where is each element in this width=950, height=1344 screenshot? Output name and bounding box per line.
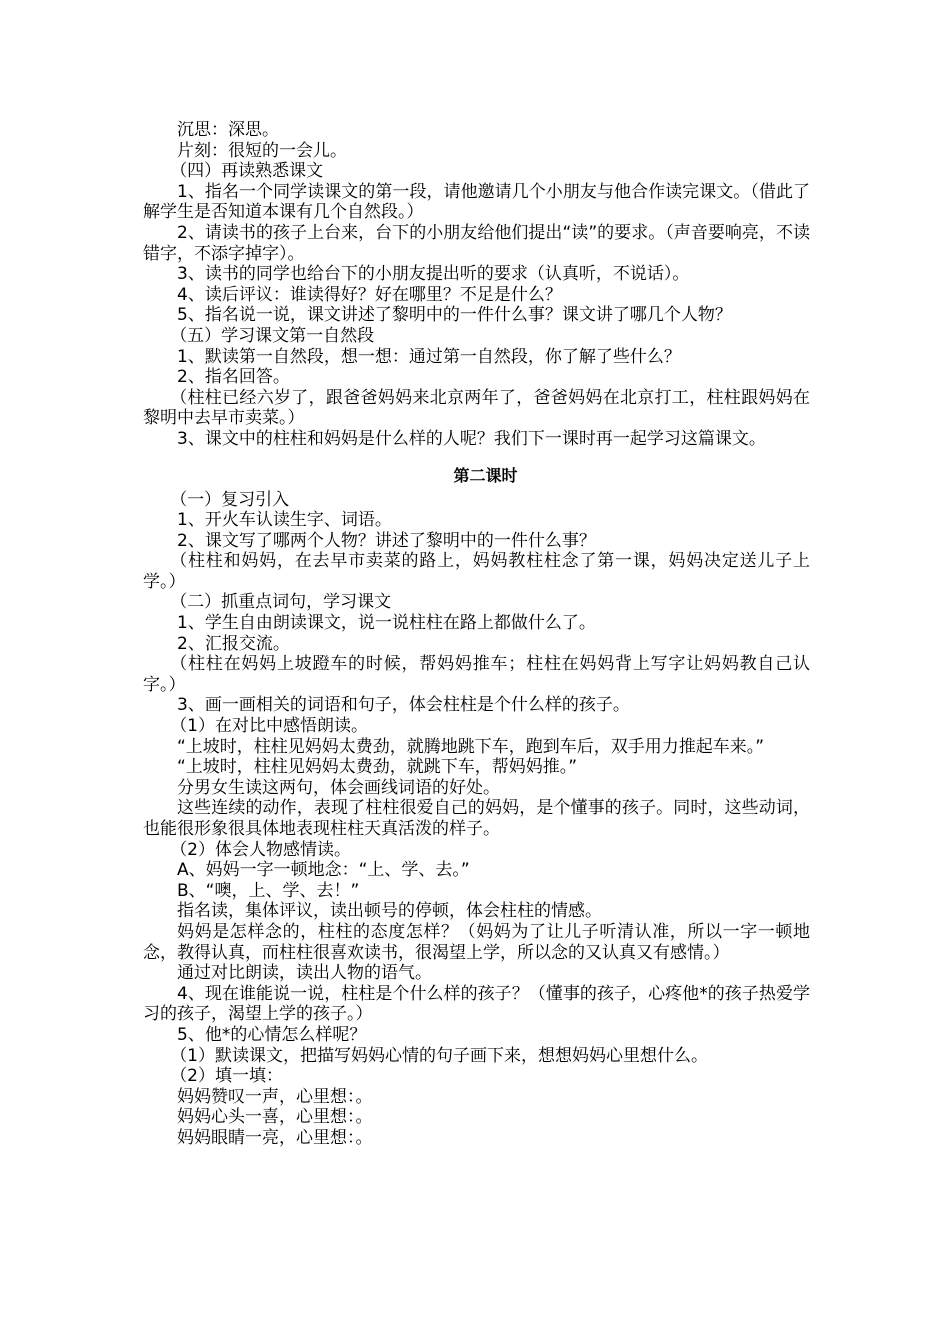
- paragraph: （二）抓重点词句，学习课文: [170, 592, 392, 613]
- paragraph: 片刻：很短的一会儿。: [177, 140, 347, 161]
- paragraph: 4、现在谁能说一说，柱柱是个什么样的孩子？（懂事的孩子，心疼他*的孩子热爱学习的孩子，渴望上学的孩子。）: [143, 983, 810, 1025]
- paragraph: 分男女生读这两句，体会画线词语的好处。: [177, 777, 500, 798]
- paragraph: 指名读，集体评议，读出顿号的停顿，体会柱柱的情感。: [177, 901, 602, 922]
- paragraph: （1）在对比中感悟朗读。: [170, 716, 369, 737]
- paragraph: “上坡时，柱柱见妈妈太费劲，就腾地跳下车，跑到车后，双手用力推起车来。”: [177, 736, 765, 757]
- second-lesson-section: [143, 490, 810, 1149]
- first-lesson-section: [143, 120, 810, 450]
- paragraph: 3、课文中的柱柱和妈妈是什么样的人呢？我们下一课时再一起学习这篇课文。: [177, 428, 766, 449]
- paragraph: B、“噢，上、学、去！”: [177, 880, 360, 901]
- paragraph: 妈妈赞叹一声，心里想：。: [177, 1086, 373, 1107]
- paragraph: （五）学习课文第一自然段: [170, 325, 375, 346]
- paragraph: 沉思：深思。: [177, 120, 279, 140]
- paragraph: 1、默读第一自然段，想一想：通过第一自然段，你了解了些什么？: [177, 346, 681, 367]
- paragraph: （2）体会人物感情读。: [170, 839, 352, 860]
- paragraph: 1、指名一个同学读课文的第一段，请他邀请几个小朋友与他合作读完课文。（借此了解学生是否知道本课有几个自然段。）: [143, 181, 810, 223]
- paragraph: （柱柱已经六岁了，跟爸爸妈妈来北京两年了，爸爸妈妈在北京打工，柱柱跟妈妈在黎明中去早市卖菜。）: [143, 387, 810, 429]
- paragraph: 5、指名说一说，课文讲述了黎明中的一件什么事？课文讲了哪几个人物？: [177, 305, 732, 326]
- paragraph: 3、读书的同学也给台下的小朋友提出听的要求（认真听，不说话）。: [177, 264, 690, 285]
- paragraph: A、妈妈一字一顿地念：“上、学、去。”: [177, 860, 470, 881]
- paragraph: 妈妈心头一喜，心里想：。: [177, 1107, 373, 1128]
- paragraph: 2、指名回答。: [177, 367, 290, 388]
- paragraph: 2、请读书的孩子上台来，台下的小朋友给他们提出“读”的要求。（声音要响亮，不读错字，不添字掉字）。: [143, 222, 810, 264]
- paragraph: 2、汇报交流。: [177, 633, 290, 654]
- section-heading: 第二课时: [453, 465, 518, 485]
- paragraph: 3、画一画相关的词语和句子，体会柱柱是个什么样的孩子。: [177, 695, 630, 716]
- paragraph: 5、他*的心情怎么样呢？: [177, 1024, 367, 1045]
- paragraph: （一）复习引入: [170, 489, 290, 510]
- paragraph: “上坡时，柱柱见妈妈太费劲，就跳下车，帮妈妈推。”: [177, 757, 578, 778]
- paragraph: 通过对比朗读，读出人物的语气。: [177, 963, 432, 984]
- document-body: [143, 120, 810, 1149]
- paragraph: （1）默读课文，把描写妈妈心情的句子画下来，想想妈妈心里想什么。: [170, 1045, 709, 1066]
- paragraph: 4、读后评议：谁读得好？好在哪里？不足是什么？: [177, 284, 562, 305]
- paragraph: 2、课文写了哪两个人物？讲述了黎明中的一件什么事？: [177, 530, 596, 551]
- paragraph: （2）填一填：: [170, 1066, 284, 1087]
- paragraph: （四）再读熟悉课文: [170, 161, 324, 182]
- paragraph: 1、开火车认读生字、词语。: [177, 510, 392, 531]
- paragraph: 妈妈是怎样念的，柱柱的态度怎样？（妈妈为了让儿子听清认准，所以一字一顿地念，教得认真，而柱柱很喜欢读书，很渴望上学，所以念的又认真又有感情。）: [143, 921, 810, 963]
- paragraph: 1、学生自由朗读课文，说一说柱柱在路上都做什么了。: [177, 613, 596, 634]
- paragraph: 这些连续的动作，表现了柱柱很爱自己的妈妈，是个懂事的孩子。同时，这些动词，也能很形象很具体地表现柱柱天真活泼的样子。: [143, 798, 810, 839]
- paragraph: （柱柱在妈妈上坡蹬车的时候，帮妈妈推车；柱柱在妈妈背上写字让妈妈教自己认字。）: [143, 654, 810, 695]
- paragraph: 妈妈眼睛一亮，心里想：。: [177, 1127, 373, 1148]
- paragraph: （柱柱和妈妈，在去早市卖菜的路上，妈妈教柱柱念了第一课，妈妈决定送儿子上学。）: [143, 551, 810, 592]
